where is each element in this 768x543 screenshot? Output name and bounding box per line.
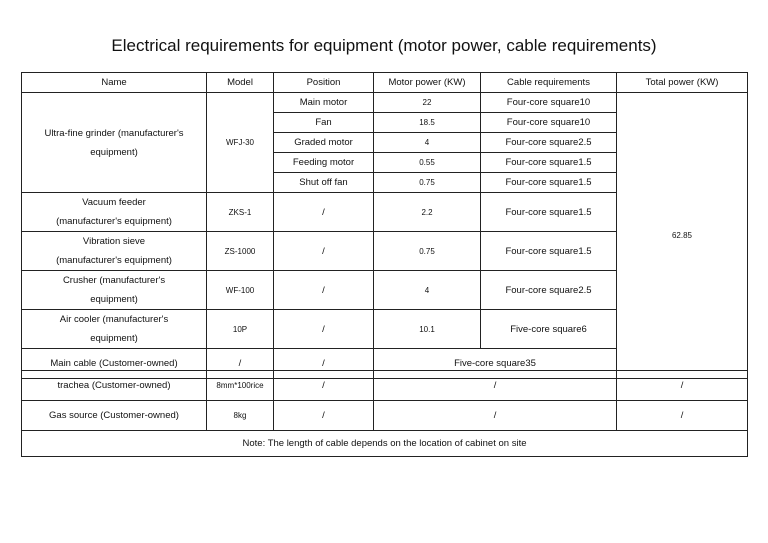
cable-cell: Four-core square1.5	[481, 193, 617, 232]
trachea-name: trachea (Customer-owned)	[22, 371, 207, 401]
cable-cell: Five-core square35	[374, 349, 617, 379]
position-cell: Main motor	[274, 93, 374, 113]
header-row	[22, 73, 748, 93]
table-row	[22, 371, 748, 401]
grinder-name: Ultra-fine grinder (manufacturer's equipment)	[22, 93, 207, 193]
power-cell: 4	[374, 271, 481, 310]
position-cell: /	[274, 401, 374, 431]
power-cell: 0.75	[374, 232, 481, 271]
cable-cell: /	[374, 371, 617, 401]
position-cell: Shut off fan	[274, 173, 374, 193]
note-row	[22, 431, 748, 457]
position-cell: /	[274, 232, 374, 271]
total-power: 62.85	[617, 93, 748, 379]
cable-cell: Four-core square2.5	[481, 133, 617, 153]
consumables-table	[21, 370, 748, 457]
model-cell: ZKS-1	[207, 193, 274, 232]
total-cell: /	[617, 401, 748, 431]
position-cell: Feeding motor	[274, 153, 374, 173]
cable-cell: Four-core square1.5	[481, 232, 617, 271]
power-cell: 10.1	[374, 310, 481, 349]
model-cell: 8kg	[207, 401, 274, 431]
header-total: Total power (KW)	[617, 73, 748, 93]
power-cell: 0.75	[374, 173, 481, 193]
power-cell: 22	[374, 93, 481, 113]
cable-cell: Four-core square10	[481, 93, 617, 113]
cable-cell: /	[374, 401, 617, 431]
position-cell: /	[274, 310, 374, 349]
position-cell: /	[274, 193, 374, 232]
header-position: Position	[274, 73, 374, 93]
model-cell: ZS-1000	[207, 232, 274, 271]
model-cell: 10P	[207, 310, 274, 349]
header-motor-power: Motor power (KW)	[374, 73, 481, 93]
power-cell: 4	[374, 133, 481, 153]
model-cell: 8mm*100rice	[207, 371, 274, 401]
main-cable-name: Main cable (Customer-owned)	[22, 349, 207, 379]
equipment-name: Vibration sieve (manufacturer's equipment)	[22, 232, 207, 271]
page-title: Electrical requirements for equipment (motor power, cable requirements)	[111, 36, 657, 55]
total-cell: /	[617, 371, 748, 401]
power-cell: 18.5	[374, 113, 481, 133]
table-row	[22, 93, 748, 113]
cable-cell: Four-core square1.5	[481, 153, 617, 173]
header-cable: Cable requirements	[481, 73, 617, 93]
model-cell: /	[207, 349, 274, 379]
power-cell: 2.2	[374, 193, 481, 232]
equipment-name: Crusher (manufacturer's equipment)	[22, 271, 207, 310]
position-cell: Graded motor	[274, 133, 374, 153]
equipment-name: Vacuum feeder (manufacturer's equipment)	[22, 193, 207, 232]
position-cell: /	[274, 271, 374, 310]
cable-cell: Four-core square1.5	[481, 173, 617, 193]
requirements-table	[21, 72, 748, 379]
table-row	[22, 401, 748, 431]
note-text: Note: The length of cable depends on the location of cabinet on site	[22, 431, 748, 457]
power-cell: 0.55	[374, 153, 481, 173]
equipment-name: Air cooler (manufacturer's equipment)	[22, 310, 207, 349]
header-model: Model	[207, 73, 274, 93]
cable-cell: Four-core square2.5	[481, 271, 617, 310]
position-cell: Fan	[274, 113, 374, 133]
gas-source-name: Gas source (Customer-owned)	[22, 401, 207, 431]
position-cell: /	[274, 349, 374, 379]
header-name: Name	[22, 73, 207, 93]
cable-cell: Four-core square10	[481, 113, 617, 133]
grinder-model: WFJ-30	[207, 93, 274, 193]
position-cell: /	[274, 371, 374, 401]
cable-cell: Five-core square6	[481, 310, 617, 349]
model-cell: WF-100	[207, 271, 274, 310]
